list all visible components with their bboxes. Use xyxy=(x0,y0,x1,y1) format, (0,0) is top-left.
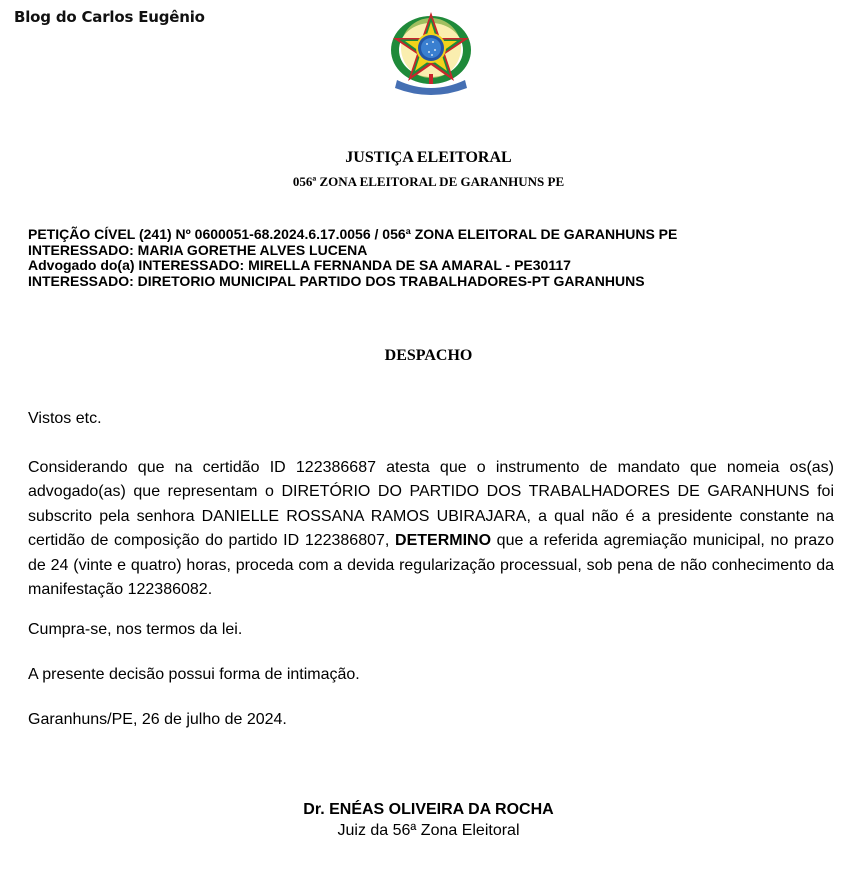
case-info xyxy=(28,227,677,289)
judge-role: Juiz da 56ª Zona Eleitoral xyxy=(337,822,520,839)
blog-watermark: Blog do Carlos Eugênio xyxy=(14,8,205,26)
court-title: JUSTIÇA ELEITORAL xyxy=(345,149,512,166)
main-text-before: Considerando que na certidão ID 122386687 atesta que o instrumento de mandato que nomeia os(as) advogado(as) que representam o DIRETÓRIO DO PARTIDO DOS TRABALHADORES DE GARANHUNS foi subscrito pela senhora DANIELLE ROSSANA RAMOS UBIRAJARA, a qual não é a presidente constante na certidão de composição do partido ID 122386807, xyxy=(28,459,834,550)
date-line: Garanhuns/PE, 26 de julho de 2024. xyxy=(28,711,287,728)
main-paragraph xyxy=(28,456,834,602)
interested-party-line: INTERESSADO: MARIA GORETHE ALVES LUCENA xyxy=(28,241,368,258)
court-subtitle: 056ª ZONA ELEITORAL DE GARANHUNS PE xyxy=(292,174,565,189)
determino-keyword: DETERMINO xyxy=(395,532,492,550)
document-type-heading: DESPACHO xyxy=(384,347,473,364)
intimacao-paragraph: A presente decisão possui forma de intimação. xyxy=(28,666,360,683)
main-text-after: que a referida agremiação municipal, no prazo de 24 (vinte e quatro) horas, proceda com a devida regularização processual, sob pena de não conhecimento da manifestação 122386082. xyxy=(28,532,834,599)
cumpra-paragraph: Cumpra-se, nos termos da lei. xyxy=(28,621,243,638)
lawyer-line: Advogado do(a) INTERESSADO: MIRELLA FERNANDA DE SA AMARAL - PE30117 xyxy=(28,257,571,274)
opening-paragraph: Vistos etc. xyxy=(28,410,102,427)
case-number-line: PETIÇÃO CÍVEL (241) Nº 0600051-68.2024.6.17.0056 / 056ª ZONA ELEITORAL DE GARANHUNS PE xyxy=(28,226,678,242)
brazil-coat-of-arms-icon xyxy=(383,6,479,96)
interested-party-2-line: INTERESSADO: DIRETORIO MUNICIPAL PARTIDO DOS TRABALHADORES-PT GARANHUNS xyxy=(28,272,645,289)
judge-name: Dr. ENÉAS OLIVEIRA DA ROCHA xyxy=(303,801,554,818)
